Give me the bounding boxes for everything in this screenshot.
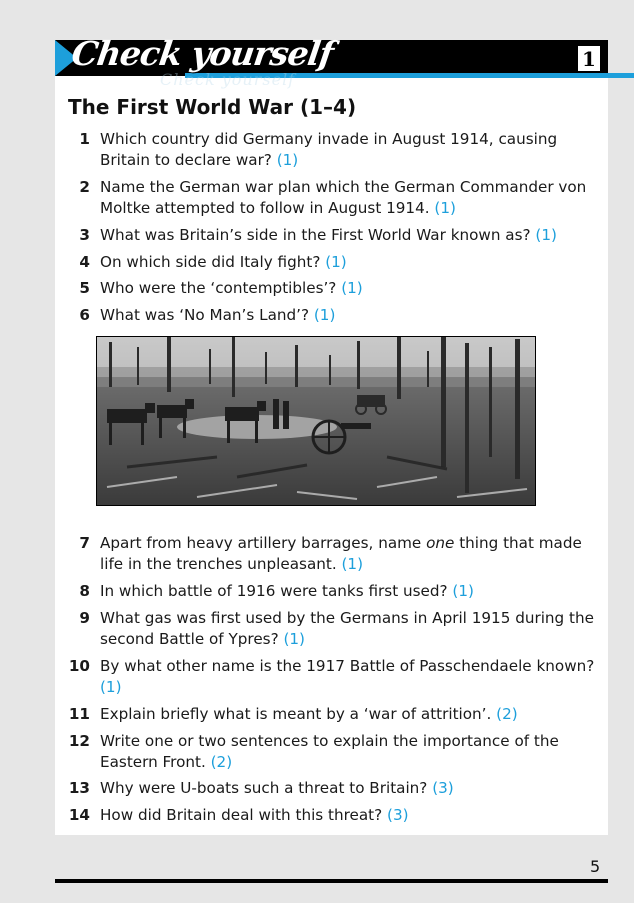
question-marks: (2) <box>210 753 233 771</box>
question-item <box>62 731 598 773</box>
question-number: 3 <box>79 226 90 244</box>
question-item <box>62 252 598 273</box>
question-marks: (1) <box>452 582 474 600</box>
question-number: 11 <box>68 705 90 723</box>
question-number: 12 <box>68 732 90 750</box>
question-marks: (1) <box>341 555 364 573</box>
question-marks: (1) <box>313 306 336 324</box>
question-text: Apart from heavy artillery barrages, name one thing that made life in the trenches unpleasant. (1) <box>100 534 582 573</box>
question-marks: (3) <box>432 779 454 797</box>
battlefield-illustration <box>97 337 536 506</box>
question-item <box>62 533 598 575</box>
question-text: In which battle of 1916 were tanks first used? (1) <box>100 582 474 600</box>
question-number: 7 <box>79 534 90 552</box>
page-number: 5 <box>590 857 601 876</box>
question-text: Explain briefly what is meant by a ‘war of attrition’. (2) <box>100 705 518 723</box>
question-marks: (1) <box>325 253 347 271</box>
question-number: 8 <box>79 582 90 600</box>
question-number: 10 <box>68 657 90 675</box>
question-item <box>62 805 598 826</box>
question-number: 13 <box>68 779 90 797</box>
question-number: 5 <box>79 279 90 297</box>
question-item <box>62 704 598 725</box>
question-number: 6 <box>79 306 90 324</box>
question-marks: (1) <box>283 630 305 648</box>
question-marks: (1) <box>535 226 557 244</box>
question-text: On which side did Italy fight? (1) <box>100 253 347 271</box>
question-marks: (1) <box>434 199 456 217</box>
question-item <box>62 608 598 650</box>
section-title: The First World War (1–4) <box>68 95 357 119</box>
question-item <box>62 177 598 219</box>
battlefield-photograph <box>96 336 536 506</box>
question-number: 4 <box>79 253 90 271</box>
question-item <box>62 305 598 326</box>
question-text: By what other name is the 1917 Battle of Passchendaele known? (1) <box>100 657 595 696</box>
chapter-number-badge: 1 <box>577 45 601 72</box>
question-text: Which country did Germany invade in August 1914, causing Britain to declare war? (1) <box>100 130 558 169</box>
footer-rule <box>55 879 608 883</box>
question-number: 1 <box>79 130 90 148</box>
question-item <box>62 129 598 171</box>
question-text: What was Britain’s side in the First World War known as? (1) <box>100 226 557 244</box>
question-number: 9 <box>79 609 90 627</box>
banner-title: Check yourself <box>69 34 336 73</box>
question-marks: (1) <box>276 151 299 169</box>
question-item <box>62 778 598 799</box>
question-marks: (1) <box>100 678 122 696</box>
question-text: Name the German war plan which the German Commander von Moltke attempted to follow in August 1914. (1) <box>100 178 587 217</box>
question-text: Why were U-boats such a threat to Britain? (3) <box>100 779 454 797</box>
question-text: How did Britain deal with this threat? (3) <box>100 806 409 824</box>
question-text: Who were the ‘contemptibles’? (1) <box>100 279 363 297</box>
question-marks: (2) <box>496 705 518 723</box>
question-item <box>62 581 598 602</box>
question-item <box>62 225 598 246</box>
banner-title-shadow: Check yourself <box>160 70 296 89</box>
question-text: Write one or two sentences to explain the importance of the Eastern Front. (2) <box>100 732 559 771</box>
question-number: 14 <box>68 806 90 824</box>
question-number: 2 <box>79 178 90 196</box>
question-marks: (1) <box>341 279 363 297</box>
question-text: What was ‘No Man’s Land’? (1) <box>100 306 336 324</box>
question-marks: (3) <box>387 806 409 824</box>
question-item <box>62 656 598 698</box>
question-text: What gas was first used by the Germans in April 1915 during the second Battle of Ypres? (1) <box>100 609 594 648</box>
question-item <box>62 278 598 299</box>
